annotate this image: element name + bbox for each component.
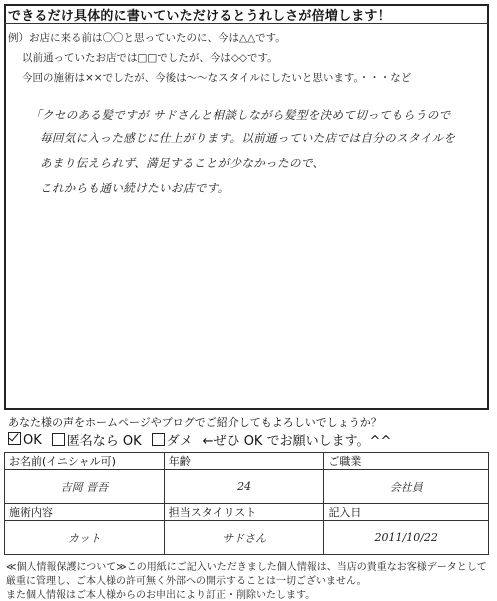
job-field[interactable]: 会社員 bbox=[324, 470, 489, 504]
handwritten-comment-line-1: 「クセのある髪ですが サドさんと相談しながら髪型を決めて切ってもらうので bbox=[30, 108, 451, 122]
consent-note: ←ぜひ OK でお願いします。^^ bbox=[202, 434, 392, 449]
stylist-label: 担当スタイリスト bbox=[164, 504, 324, 521]
date-field[interactable]: 2011/10/22 bbox=[324, 521, 489, 555]
example-line-3: 今回の施術は××でしたが、今後は～～なスタイルにしたいと思います。・・・など bbox=[22, 72, 412, 84]
consent-option-ok[interactable]: OK bbox=[8, 432, 42, 448]
checkbox-icon[interactable] bbox=[152, 433, 165, 446]
checkbox-checked-icon[interactable] bbox=[8, 432, 21, 445]
age-label: 年齢 bbox=[164, 453, 324, 470]
consent-option-no[interactable]: ダメ bbox=[152, 430, 193, 449]
name-field[interactable]: 吉岡 晋吾 bbox=[5, 470, 165, 504]
form-header: できるだけ具体的に書いていただけるとうれしさが倍増します！ bbox=[8, 9, 391, 24]
handwritten-comment-line-4: これからも通い続けたいお店です。 bbox=[40, 181, 230, 195]
privacy-notice-line-1: ≪個人情報保護について≫この用紙にご記入いただきました個人情報は、当店の貴重なお客様データとして bbox=[6, 562, 487, 573]
customer-info-table bbox=[4, 452, 489, 555]
handwritten-comment-line-3: あまり伝えられず、満足することが少なかったので、 bbox=[40, 156, 325, 170]
example-line-1: 例）お店に来る前は〇〇と思っていたのに、今は△△です。 bbox=[8, 32, 286, 44]
consent-options bbox=[8, 430, 391, 449]
privacy-notice-line-2: 厳重に管理し、ご本人様の許可無く外部への開示することは一切ございません。 bbox=[6, 576, 367, 587]
handwritten-comment-line-2: 毎回気に入った感じに仕上がります。以前通っていた店では自分のスタイルを bbox=[40, 131, 456, 145]
name-label: お名前(イニシャル可) bbox=[5, 453, 165, 470]
header-divider bbox=[4, 23, 489, 24]
treatment-field[interactable]: カット bbox=[5, 521, 165, 555]
date-label: 記入日 bbox=[324, 504, 489, 521]
stylist-field[interactable]: サドさん bbox=[164, 521, 324, 555]
privacy-notice-line-3: また個人情報はご本人様からのお申出により訂正・削除いたします。 bbox=[6, 590, 316, 601]
job-label: ご職業 bbox=[324, 453, 489, 470]
age-field[interactable]: 24 bbox=[164, 470, 324, 504]
checkbox-icon[interactable] bbox=[52, 433, 65, 446]
consent-option-anonymous[interactable]: 匿名なら OK bbox=[52, 430, 142, 449]
consent-question: あなた様の声をホームページやブログでご紹介してもよろしいでしょうか？ bbox=[8, 416, 382, 429]
example-line-2: 以前通っていたお店では□□でしたが、今は◇◇です。 bbox=[22, 52, 278, 64]
treatment-label: 施術内容 bbox=[5, 504, 165, 521]
